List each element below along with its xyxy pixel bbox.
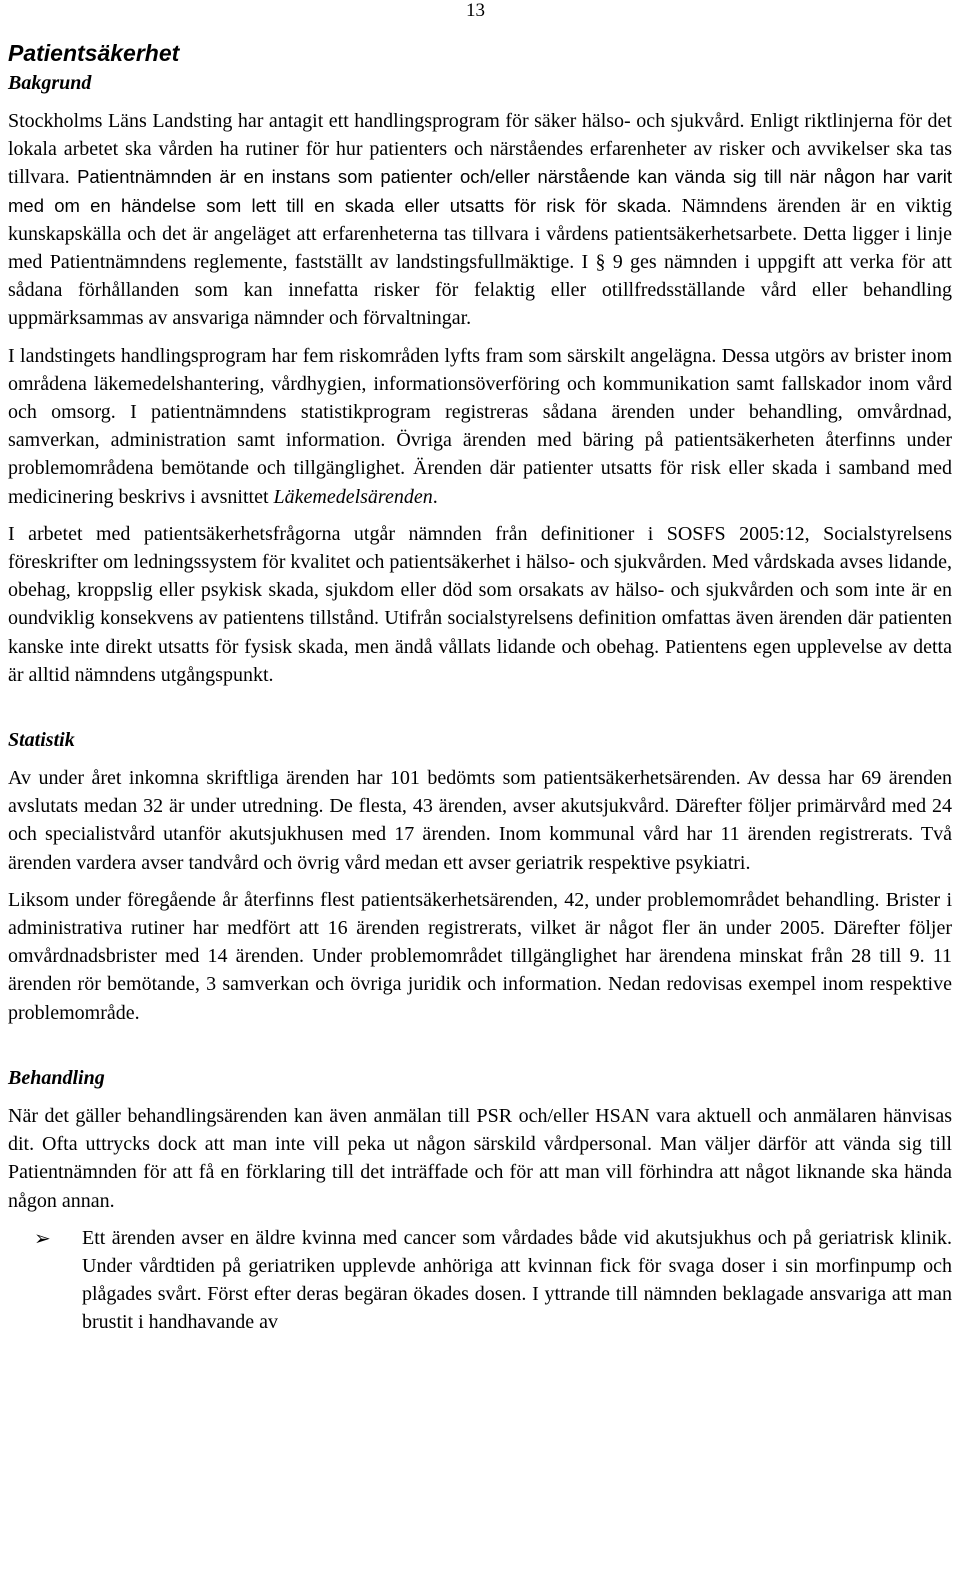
list-item <box>8 1224 952 1337</box>
paragraph-end: . <box>432 485 438 508</box>
paragraph-bakgrund-3: I arbetet med patientsäkerhetsfrågorna utgår nämnden från definitioner i SOSFS 2005:12, Socialstyrelsens föreskrifter om ledningssystem för kvalitet och patientsäkerhet i hälso- och sjukvården. Med vårdskada avses lidande, obehag, kroppslig eller psykisk skada, sjukdom eller död som orsakats av hälso- och sjukvården och som inte är en oundviklig konsekvens av patientens tillstånd. Utifrån socialstyrelsens definition omfattas även ärenden där patienten kanske inte direkt utsatts för fysisk skada, men ändå vållats lidande och obehag. Patientens egen upplevelse av detta är alltid nämndens utgångspunkt. <box>8 522 952 686</box>
section-reference: Läkemedelsärenden <box>273 485 433 508</box>
paragraph-statistik-2: Liksom under föregående år återfinns flest patientsäkerhetsärenden, 42, under problemområdet behandling. Brister i administrativa rutiner har medfört att 16 ärenden registrerats, vilket är något fler än under 2005. Därefter följer omvårdnadsbrister med 14 ärenden. Under problemområdet tillgänglighet har ärendena minskat från 28 till 9. 11 ärenden rör bemötande, 3 samverkan och övriga juridik och information. Nedan redovisas exempel inom respektive problemområde. <box>8 888 952 1024</box>
paragraph-text: Stockholms Läns Landsting har antagit ett handlingsprogram för säker hälso- och sjukvård. Enligt riktlinjerna för det lokala arbetet ska vården ha rutiner för hur patienters och närståendes erfarenheter av risker och avvikelser ska tas tillvara. <box>8 110 952 189</box>
case-list <box>8 1224 952 1337</box>
paragraph-text: I landstingets handlingsprogram har fem riskområden lyfts fram som särskilt angelägna. Dessa utgörs av brister inom områdena läkemedelshantering, vårdhygien, informationsöverföring och kommunikation samt fallskador inom vård och omsorg. I patientnämndens statistikprogram registreras sådana ärenden under behandling, omvårdnad, samverkan, administration samt information. Övriga ärenden med bäring på patientsäkerheten återfinns under problemområdena bemötande och tillgänglighet. Ärenden där patienter utsatts för risk eller skada i samband med medicinering beskrivs i avsnittet <box>8 344 952 508</box>
list-item-text: Ett ärenden avser en äldre kvinna med cancer som vårdades både vid akutsjukhus och på geriatrisk klinik. Under vårdtiden på geriatriken upplevde anhöriga att kvinnan fick för svaga doser i sin morfinpump och plågades svårt. Först efter deras begäran ökades dosen. I yttrande till nämnden beklagade ansvariga att man brustit i handhavande av <box>82 1226 952 1334</box>
section-heading-statistik: Statistik <box>8 729 75 752</box>
section-heading-bakgrund: Bakgrund <box>8 72 92 94</box>
arrow-bullet-icon: ➢ <box>34 1225 51 1250</box>
paragraph-bakgrund-2 <box>8 342 952 511</box>
page-number: 13 <box>466 0 485 21</box>
paragraph-text-sans: Patientnämnden är en instans som patienter och/eller närstående kan vända sig till när någon har varit med om en händelse som lett till en skada eller utsatts för risk för skada. <box>8 166 952 216</box>
page-title: Patientsäkerhet <box>8 40 180 66</box>
paragraph-behandling-1: När det gäller behandlingsärenden kan även anmälan till PSR och/eller HSAN vara aktuell och anmälaren hänvisas dit. Ofta uttrycks dock att man inte vill peka ut någon särskild vårdpersonal. Man väljer därför att vända sig till Patientnämnden för att få en förklaring till det inträffade och för att man vill förhindra att något liknande ska hända någon annan. <box>8 1104 952 1212</box>
paragraph-statistik-1: Av under året inkomna skriftliga ärenden har 101 bedömts som patientsäkerhetsärenden. Av dessa har 69 ärenden avslutats medan 32 är under utredning. De flesta, 43 ärenden, avser akutsjukvård. Därefter följer primärvård med 24 och specialistvård utanför akutsjukhusen med 17 ärenden. Inom kommunal vård har 11 ärenden registrerats. Två ärenden vardera avser tandvård och övrig vård medan ett avser geriatrik respektive psykiatri. <box>8 767 952 874</box>
document-body <box>8 38 952 1337</box>
paragraph-bakgrund-1 <box>8 107 952 333</box>
paragraph-text: Nämndens ärenden är en viktig kunskapskälla och det är angeläget att erfarenheterna tas tillvara i vårdens patientsäkerhetsarbete. Detta ligger i linje med Patientnämndens reglemente, fastställt av landstingsfullmäktige. I § 9 ges nämnden i uppgift att verka för att sådana förhållanden som kan innefatta risker för felaktig eller otillfredsställande vård eller behandling uppmärksammas av ansvariga nämnder och förvaltningar. <box>8 194 953 330</box>
section-heading-behandling: Behandling <box>8 1066 105 1089</box>
